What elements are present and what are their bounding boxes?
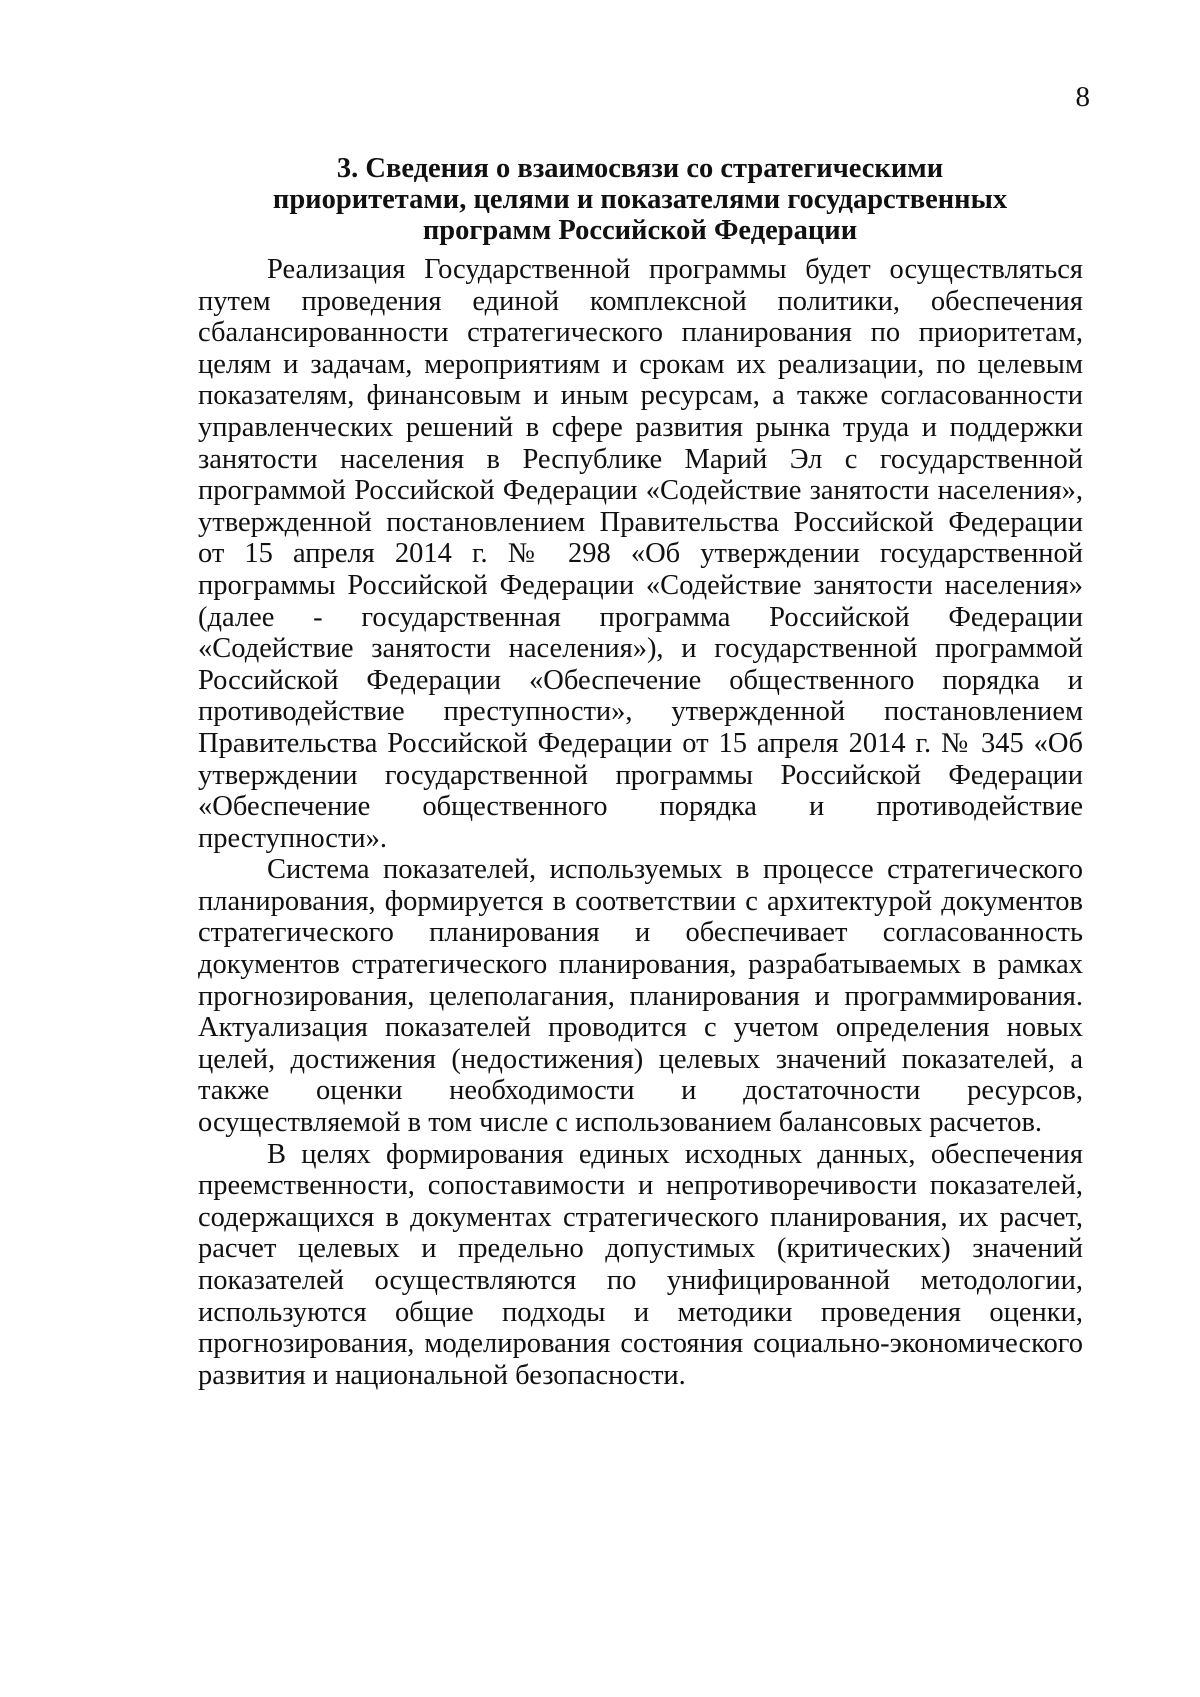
heading-line-3: программ Российской Федерации <box>422 215 858 246</box>
heading-line-1: 3. Сведения о взаимосвязи со стратегическими <box>336 153 944 184</box>
paragraph-indicator-system: Система показателей, используемых в процессе стратегического планирования, формируется в соответствии с архитектурой документов стратегического планирования и обеспечивает согласованность документов стратегического планирования, разрабатываемых в рамках прогнозирования, целеполагания, планирования и программирования. Актуализация показателей проводится с учетом определения новых целей, достижения (недостижения) целевых значений показателей, а также оценки необходимости и достаточности ресурсов, осуществляемой в том числе с использованием балансовых расчетов. <box>198 854 1083 1139</box>
paragraph-unified-methodology: В целях формирования единых исходных данных, обеспечения преемственности, сопоставимости и непротиворечивости показателей, содержащихся в документах стратегического планирования, их расчет, расчет целевых и предельно допустимых (критических) значений показателей осуществляются по унифицированной методологии, используются общие подходы и методики проведения оценки, прогнозирования, моделирования состояния социально-экономического развития и национальной безопасности. <box>198 1138 1083 1391</box>
document-body <box>198 254 1083 1391</box>
paragraph-implementation: Реализация Государственной программы будет осуществляться путем проведения единой комплексной политики, обеспечения сбалансированности стратегического планирования по приоритетам, целям и задачам, мероприятиям и срокам их реализации, по целевым показателям, финансовым и иным ресурсам, а также согласованности управленческих решений в сфере развития рынка труда и поддержки занятости населения в Республике Марий Эл с государственной программой Российской Федерации «Содействие занятости населения», утвержденной постановлением Правительства Российской Федерации от 15 апреля 2014 г. № 298 «Об утверждении государственной программы Российской Федерации «Содействие занятости населения» (далее - государственная программа Российской Федерации «Содействие занятости населения»), и государственной программой Российской Федерации «Обеспечение общественного порядка и противодействие преступности», утвержденной постановлением Правительства Российской Федерации от 15 апреля 2014 г. № 345 «Об утверждении государственной программы Российской Федерации «Обеспечение общественного порядка и противодействие преступности». <box>198 254 1083 854</box>
page-number: 8 <box>1075 81 1090 113</box>
heading-line-2: приоритетами, целями и показателями государственных <box>272 184 1008 215</box>
section-heading <box>200 153 1080 246</box>
